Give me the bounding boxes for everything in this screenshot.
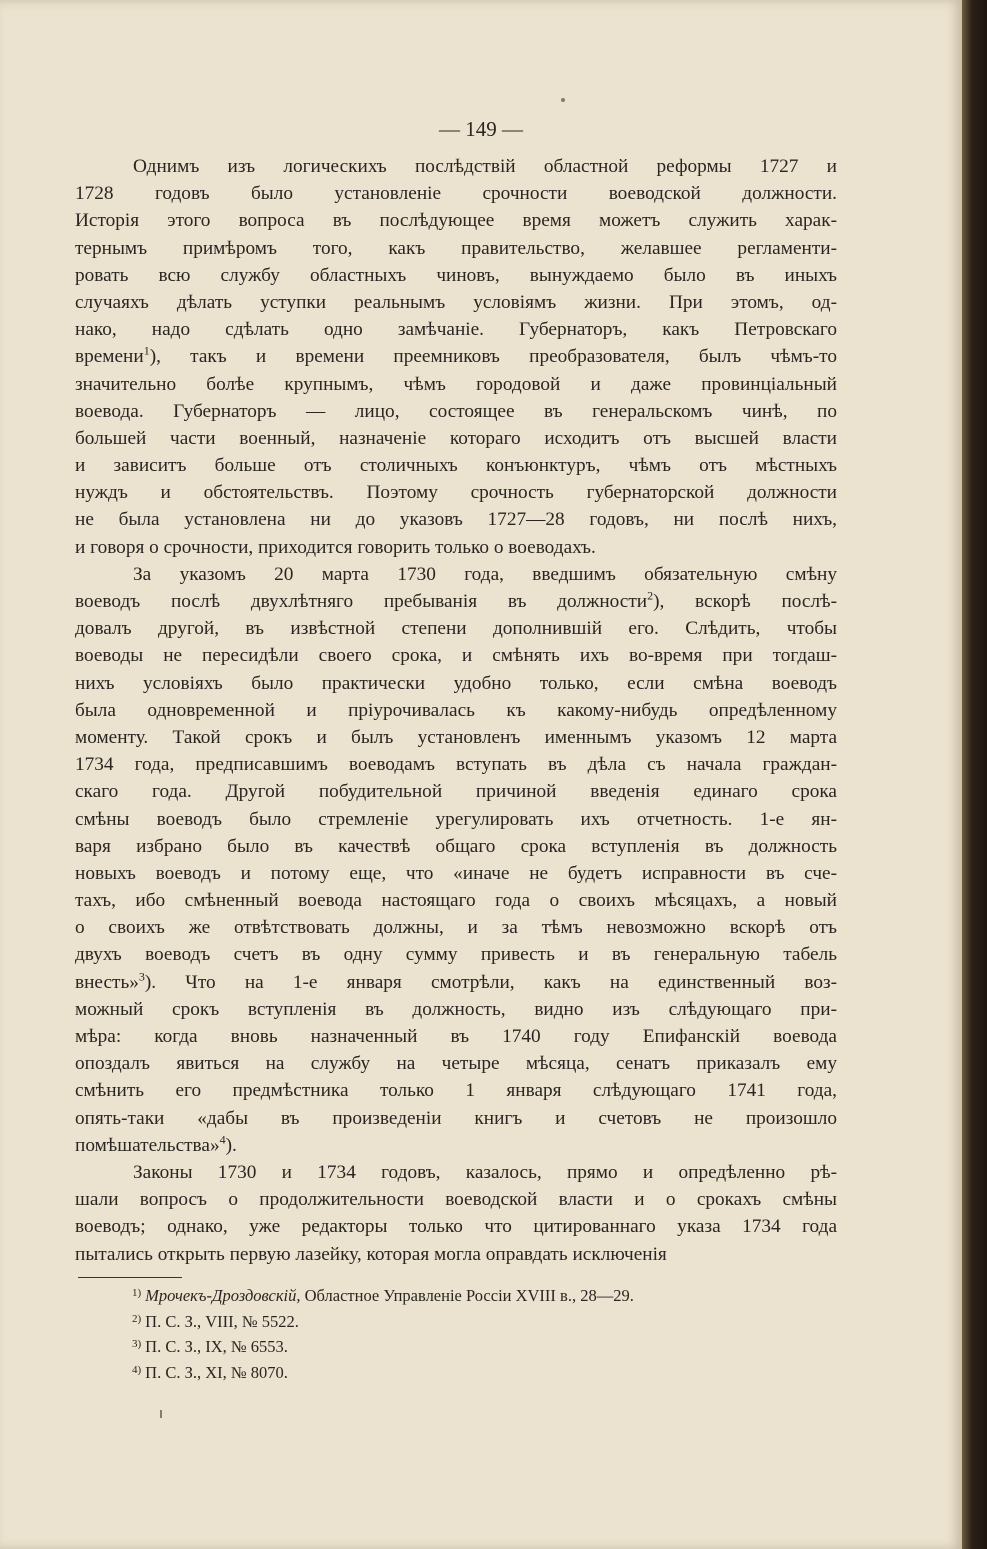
text-line: новыхъ воеводъ и потому еще, что «иначе не будетъ исправности въ сче- [75,862,837,884]
paragraph [75,153,837,561]
footnote-reference[interactable]: 3 [138,969,145,984]
text-line: была одновременной и пріурочивалась къ какому-нибудь опредѣленному [75,699,837,721]
line-text: времени [75,346,144,368]
text-line: варя избрано было въ качествѣ общаго срока вступленія въ должность [75,835,837,857]
text-line: смѣны воеводъ было стремленіе урегулировать ихъ отчетность. 1-е ян- [75,808,837,830]
text-line: ровать всю службу областныхъ чиновъ, вынуждаемо было въ иныхъ [75,264,837,286]
footnote-text: П. С. З., VIII, № 5522. [145,1311,299,1331]
footnote [132,1308,832,1334]
text-line [75,588,837,615]
text-line: моменту. Такой срокъ и былъ установленъ именнымъ указомъ 12 марта [75,726,837,748]
text-line: Однимъ изъ логическихъ послѣдствій областной реформы 1727 и [133,156,837,177]
paper-speck [160,1410,162,1418]
paragraph [75,561,837,1159]
text-line: нуждъ и обстоятельствъ. Поэтому срочность губернаторской должности [75,482,837,504]
line-text: воеводъ послѣ двухлѣтняго пребыванія въ должности [75,591,648,612]
footnote-text: Областное Управленіе Россіи XVIII в., 28—29. [304,1286,634,1305]
footnote-reference[interactable]: 2 [647,588,654,603]
footnote-mark: 1) [132,1287,142,1299]
footnote-rule [78,1277,182,1278]
line-text: ). [225,1134,237,1156]
text-line: 1728 годовъ было установленіе срочности воеводской должности. [75,183,837,205]
main-text [75,153,837,1268]
text-line: шали вопросъ о продолжительности воеводской власти и о срокахъ смѣны [75,1189,837,1211]
text-line: воевода. Губернаторъ — лицо, состоящее въ генеральскомъ чинѣ, по [75,400,837,422]
footnote-mark: 2) [132,1312,142,1325]
text-line: смѣнить его предмѣстника только 1 января слѣдующаго 1741 года, [75,1080,837,1102]
text-line: можный срокъ вступленія въ должность, видно изъ слѣдующаго при- [75,998,837,1020]
footnote-reference[interactable]: 4 [219,1132,226,1147]
text-line: 1734 года, предписавшимъ воеводамъ вступать въ дѣла съ начала граждан- [75,754,837,776]
book-edge [962,0,987,1549]
text-line [75,969,837,996]
text-line: двухъ воеводъ счетъ въ одну сумму привесть и въ генеральную табель [75,944,837,966]
text-line: большей части военный, назначеніе котораго исходитъ отъ высшей власти [75,427,837,449]
line-text: ), вскорѣ послѣ- [653,591,837,612]
text-line [75,343,837,370]
text-line: значительно болѣе крупнымъ, чѣмъ городовой и даже провинціальный [75,373,837,395]
text-line: тернымъ примѣромъ того, какъ правительство, желавшее регламенти- [75,237,837,259]
text-line: опять-таки «дабы въ произведеніи книгъ и счетовъ не произошло [75,1107,837,1129]
text-line: пытались открыть первую лазейку, которая могла оправдать исключенія [75,1243,667,1265]
footnote [132,1282,832,1308]
text-line: о своихъ же отвѣтствовать должны, и за тѣмъ невозможно вскорѣ отъ [75,917,837,939]
text-line: и говоря о срочности, приходится говорить только о воеводахъ. [75,536,596,558]
paragraph [75,1159,837,1268]
text-line: тахъ, ибо смѣненный воевода настоящаго года о своихъ мѣсяцахъ, а новый [75,890,837,912]
text-line: Законы 1730 и 1734 годовъ, казалось, прямо и опредѣленно рѣ- [133,1161,837,1183]
footnote-reference[interactable]: 1 [143,343,150,358]
text-line: опоздалъ явиться на службу на четыре мѣсяца, сенатъ приказалъ ему [75,1053,837,1075]
text-line: не была установлена ни до указовъ 1727—28 годовъ, ни послѣ нихъ, [75,509,837,531]
text-line: За указомъ 20 марта 1730 года, введшимъ обязательную смѣну [133,563,837,585]
footnote-mark: 4) [132,1363,142,1376]
text-line: и зависитъ больше отъ столичныхъ конъюнктуръ, чѣмъ отъ мѣстныхъ [75,455,837,477]
text-line: скаго года. Другой побудительной причиной введенія единаго срока [75,781,837,803]
footnote-text: П. С. З., XI, № 8070. [145,1362,288,1382]
text-line: Исторія этого вопроса въ послѣдующее время можетъ служить харак- [75,210,837,232]
text-line: воеводы не пересидѣли своего срока, и смѣнять ихъ во-время при тогдаш- [75,645,837,667]
paper-speck [561,98,565,102]
footnote-author: Мрочекъ-Дроздовскій, [145,1286,301,1305]
line-text: ). Что на 1-е января смотрѣли, какъ на единственный воз- [144,971,837,993]
text-line: нако, надо сдѣлать одно замѣчаніе. Губернаторъ, какъ Петровскаго [75,319,837,341]
text-line [75,1132,837,1159]
text-line: довалъ другой, въ извѣстной степени дополнившій его. Слѣдить, чтобы [75,618,837,640]
line-text: внесть» [75,971,139,993]
footnote-mark: 3) [132,1338,142,1350]
line-text: ), такъ и времени преемниковъ преобразователя, былъ чѣмъ-то [149,346,837,368]
page-number: — 149 — [439,117,523,141]
line-text: помѣшательства» [75,1134,220,1156]
footnotes [132,1282,832,1384]
text-line: воеводъ; однако, уже редакторы только что цитированнаго указа 1734 года [75,1216,837,1238]
text-line: случаяхъ дѣлать уступки реальнымъ условіямъ жизни. При этомъ, од- [75,291,837,313]
text-line: мѣра: когда вновь назначенный въ 1740 году Епифанскій воевода [75,1026,837,1047]
text-line: нихъ условіяхъ было практически удобно только, если смѣна воеводъ [75,672,837,694]
footnote [132,1359,832,1385]
footnote [132,1333,832,1359]
footnote-text: П. С. З., IX, № 6553. [145,1337,288,1356]
